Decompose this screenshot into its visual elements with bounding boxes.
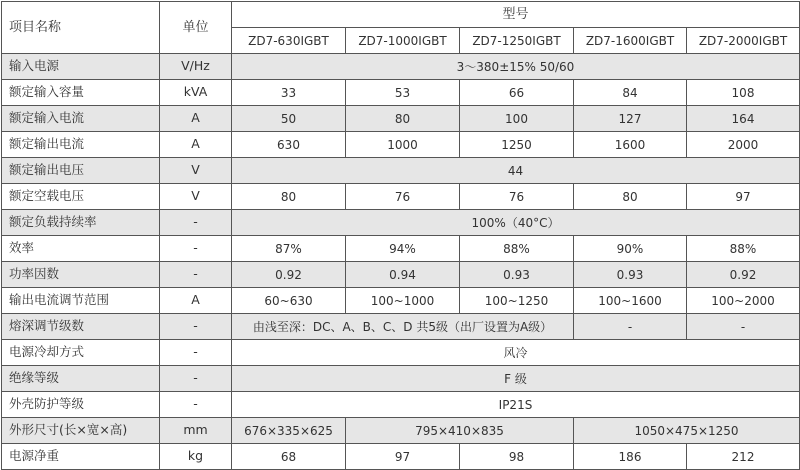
row-unit: -	[160, 210, 232, 236]
row-name: 熔深调节级数	[2, 314, 160, 340]
value-cell: 100%（40°C）	[232, 210, 800, 236]
value-cell: 80	[232, 184, 346, 210]
table-row	[2, 262, 800, 288]
row-name: 输入电源	[2, 54, 160, 80]
value-cell: 84	[574, 80, 687, 106]
value-cell: -	[687, 314, 800, 340]
row-name: 输出电流调节范围	[2, 288, 160, 314]
table-row	[2, 132, 800, 158]
model-cell: ZD7-630IGBT	[232, 28, 346, 54]
value-cell: 186	[574, 444, 687, 470]
row-unit: -	[160, 262, 232, 288]
row-name: 额定负载持续率	[2, 210, 160, 236]
model-cell: ZD7-1000IGBT	[346, 28, 460, 54]
row-unit: A	[160, 106, 232, 132]
row-name: 功率因数	[2, 262, 160, 288]
table-row	[2, 314, 800, 340]
value-cell: 60~630	[232, 288, 346, 314]
table-row	[2, 418, 800, 444]
value-cell: 66	[460, 80, 574, 106]
value-cell: F 级	[232, 366, 800, 392]
row-name: 外形尺寸(长×宽×高)	[2, 418, 160, 444]
value-cell: 164	[687, 106, 800, 132]
row-name: 电源净重	[2, 444, 160, 470]
value-cell: 97	[346, 444, 460, 470]
table-row	[2, 158, 800, 184]
value-cell: 1050×475×1250	[574, 418, 800, 444]
table-row	[2, 392, 800, 418]
value-cell: 76	[460, 184, 574, 210]
table-row	[2, 366, 800, 392]
table-row	[2, 210, 800, 236]
value-cell: 68	[232, 444, 346, 470]
header-item-name: 项目名称	[2, 2, 160, 54]
row-unit: V	[160, 158, 232, 184]
value-cell: 0.93	[460, 262, 574, 288]
value-cell: 87%	[232, 236, 346, 262]
row-unit: V	[160, 184, 232, 210]
value-cell: 53	[346, 80, 460, 106]
value-cell: 100~1000	[346, 288, 460, 314]
value-cell: -	[574, 314, 687, 340]
row-name: 额定输入容量	[2, 80, 160, 106]
row-name: 额定输入电流	[2, 106, 160, 132]
row-unit: A	[160, 132, 232, 158]
value-cell: 80	[346, 106, 460, 132]
table-row	[2, 236, 800, 262]
value-cell: 33	[232, 80, 346, 106]
value-cell: 676×335×625	[232, 418, 346, 444]
value-cell: 212	[687, 444, 800, 470]
row-name: 额定输出电压	[2, 158, 160, 184]
value-cell: 98	[460, 444, 574, 470]
value-cell: 1000	[346, 132, 460, 158]
value-cell: 100~1250	[460, 288, 574, 314]
value-cell: 3～380±15% 50/60	[232, 54, 800, 80]
model-cell: ZD7-1250IGBT	[460, 28, 574, 54]
row-name: 绝缘等级	[2, 366, 160, 392]
row-name: 电源冷却方式	[2, 340, 160, 366]
value-cell: 795×410×835	[346, 418, 574, 444]
value-cell: 94%	[346, 236, 460, 262]
value-cell: 1600	[574, 132, 687, 158]
header-model: 型号	[232, 2, 800, 28]
value-cell: 80	[574, 184, 687, 210]
value-cell: 0.92	[687, 262, 800, 288]
row-unit: A	[160, 288, 232, 314]
row-name: 额定空载电压	[2, 184, 160, 210]
value-cell: 0.92	[232, 262, 346, 288]
value-cell: 100~2000	[687, 288, 800, 314]
value-cell: 风冷	[232, 340, 800, 366]
model-cell: ZD7-1600IGBT	[574, 28, 687, 54]
table-row	[2, 106, 800, 132]
value-cell: 88%	[460, 236, 574, 262]
value-cell: 2000	[687, 132, 800, 158]
value-cell: 0.93	[574, 262, 687, 288]
row-unit: -	[160, 392, 232, 418]
value-cell: 630	[232, 132, 346, 158]
row-name: 外壳防护等级	[2, 392, 160, 418]
row-unit: -	[160, 366, 232, 392]
table-row	[2, 444, 800, 470]
spec-table	[1, 1, 800, 470]
value-cell: 100	[460, 106, 574, 132]
row-unit: mm	[160, 418, 232, 444]
value-cell: 1250	[460, 132, 574, 158]
value-cell: 127	[574, 106, 687, 132]
value-cell: IP21S	[232, 392, 800, 418]
value-cell: 108	[687, 80, 800, 106]
row-unit: V/Hz	[160, 54, 232, 80]
row-name: 效率	[2, 236, 160, 262]
row-unit: kg	[160, 444, 232, 470]
row-name: 额定输出电流	[2, 132, 160, 158]
value-cell: 由浅至深：DC、A、B、C、D 共5级（出厂设置为A级）	[232, 314, 574, 340]
value-cell: 76	[346, 184, 460, 210]
value-cell: 0.94	[346, 262, 460, 288]
table-row	[2, 340, 800, 366]
row-unit: -	[160, 340, 232, 366]
value-cell: 44	[232, 158, 800, 184]
table-row	[2, 288, 800, 314]
row-unit: -	[160, 236, 232, 262]
table-row	[2, 184, 800, 210]
table-row	[2, 80, 800, 106]
value-cell: 50	[232, 106, 346, 132]
value-cell: 90%	[574, 236, 687, 262]
value-cell: 97	[687, 184, 800, 210]
row-unit: kVA	[160, 80, 232, 106]
row-unit: -	[160, 314, 232, 340]
model-cell: ZD7-2000IGBT	[687, 28, 800, 54]
table-row	[2, 54, 800, 80]
value-cell: 88%	[687, 236, 800, 262]
header-unit: 单位	[160, 2, 232, 54]
value-cell: 100~1600	[574, 288, 687, 314]
